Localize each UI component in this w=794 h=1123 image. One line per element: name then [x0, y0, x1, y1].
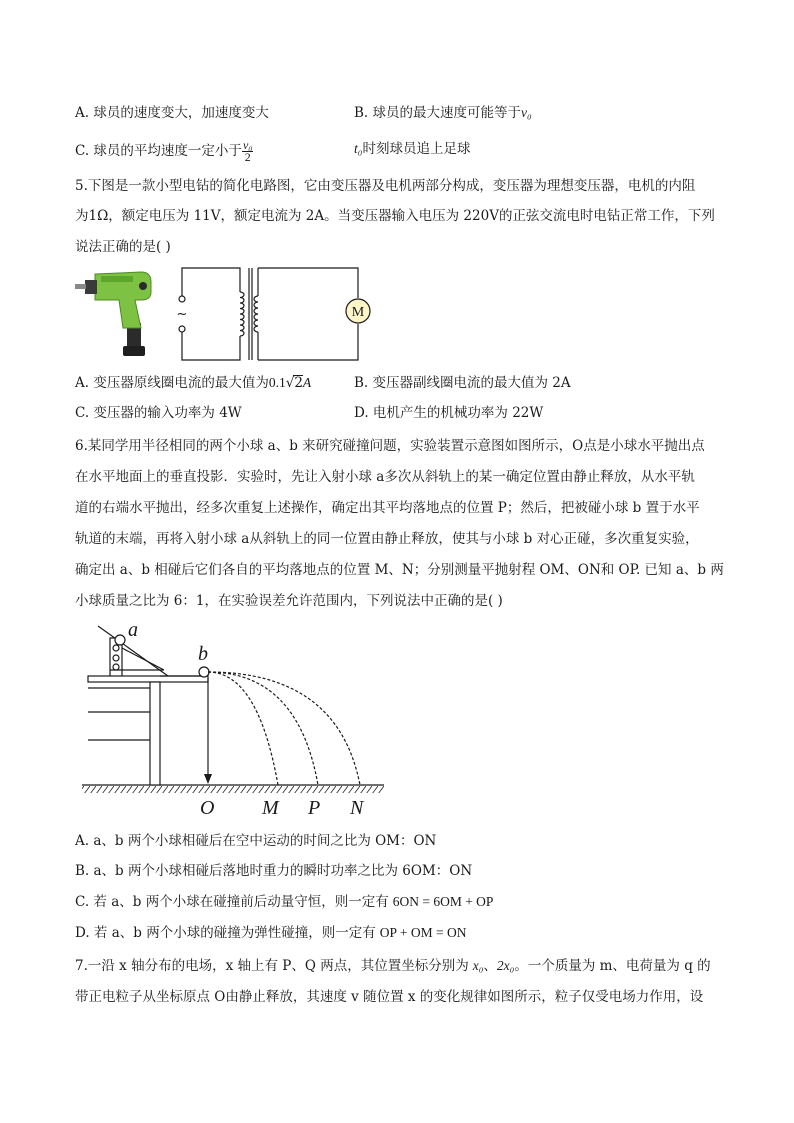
q6-stem-line2: 在水平地面上的垂直投影．实验时，先让入射小球 a多次从斜轨上的某一确定位置由静止释放，从水平轨 — [75, 469, 695, 485]
point-m-label: M — [262, 797, 279, 819]
q4-option-b-text: B. 球员的最大速度可能等于 — [354, 105, 522, 121]
q6-option-b: B. a、b 两个小球相碰后落地时重力的瞬时功率之比为 6OM：ON — [75, 863, 473, 879]
q6-stem-line5: 确定出 a、b 相碰后它们各自的平均落地点的位置 M、N；分别测量平抛射程 OM、ON和 OP. 已知 a、b 两 — [75, 562, 724, 578]
q5-option-a-coef: 0.1 — [268, 375, 286, 390]
fraction-denominator: 2 — [244, 150, 251, 164]
q7-text-a: 7.一沿 x 轴分布的电场，x 轴上有 P、Q 两点，其位置坐标分别为 — [75, 958, 469, 974]
q6-stem-line6: 小球质量之比为 6：1，在实验误差允许范围内，下列说法中正确的是( ) — [75, 593, 503, 609]
q5-option-a-text: A. 变压器原线圈电流的最大值为 — [75, 375, 269, 391]
point-n-label: N — [350, 797, 364, 819]
q6-stem-line3: 道的右端水平抛出，经多次重复上述操作，确定出其平均落地点的位置 P；然后，把被碰小球 b 置于水平 — [75, 500, 700, 516]
q7-text-b: 。一个质量为 m、电荷量为 q 的 — [514, 958, 711, 974]
q6-option-d — [75, 924, 466, 942]
q6-option-d-text: D. 若 a、b 两个小球的碰撞为弹性碰撞，则一定有 — [75, 925, 376, 941]
q6-stem-line1: 6.某同学用半径相同的两个小球 a、b 来研究碰撞问题，实验装置示意图如图所示，O点是小球水平抛出点 — [75, 438, 705, 454]
q5-option-b: B. 变压器副线圈电流的最大值为 2A — [354, 375, 571, 391]
q5-option-a-radicand: 2 — [294, 375, 303, 391]
motor-label: M — [351, 305, 365, 320]
q4-option-c-fraction — [242, 140, 254, 163]
q7-stem-line2: 带正电粒子从坐标原点 O由静止释放，其速度 v 随位置 x 的变化规律如图所示，粒子仅受电场力作用，设 — [75, 989, 704, 1005]
sqrt-symbol: √ — [285, 375, 295, 391]
q4-option-d-text: 时刻球员追上足球 — [362, 141, 471, 157]
q5-option-a-unit: A — [302, 375, 312, 390]
fraction-numerator: v₀ — [242, 138, 253, 152]
q4-option-d-math: t₀ — [354, 141, 363, 156]
q5-option-a — [75, 374, 311, 392]
q4-option-c — [75, 140, 253, 163]
q4-option-c-text: C. 球员的平均速度一定小于 — [75, 143, 242, 159]
q6-option-c — [75, 893, 493, 911]
q7-math-2x0: 2x₀ — [496, 958, 515, 973]
point-p-label: P — [308, 797, 321, 819]
collision-experiment-diagram — [78, 618, 388, 822]
ball-b-label: b — [198, 643, 208, 665]
q5-stem-line1: 5.下图是一款小型电钻的简化电路图，它由变压器及电机两部分构成，变压器为理想变压器，电机的内阻 — [75, 178, 696, 194]
q7-separator: 、 — [483, 958, 497, 974]
q6-option-c-math: 6ON = 6OM + OP — [392, 894, 494, 909]
q6-stem-line4: 轨道的末端，再将入射小球 a从斜轨上的同一位置由静止释放，使其与小球 b 对心正碰，多次重复实验， — [75, 531, 699, 547]
ac-source-symbol: ~ — [176, 307, 188, 322]
drill-image — [73, 268, 155, 358]
q4-option-b-math: v₀ — [521, 105, 532, 120]
q6-option-d-math: OP + OM = ON — [379, 925, 467, 940]
q4-option-d — [354, 140, 470, 158]
q5-option-d: D. 电机产生的机械功率为 22W — [354, 405, 544, 421]
q7-math-x0: x₀ — [472, 958, 484, 973]
ball-a-label: a — [128, 619, 138, 641]
q5-stem-line2: 为1Ω，额定电压为 11V，额定电流为 2A。当变压器输入电压为 220V的正弦交流电时电钻正常工作，下列 — [75, 208, 715, 224]
q5-stem-line3: 说法正确的是( ) — [75, 239, 171, 255]
q5-option-c: C. 变压器的输入功率为 4W — [75, 405, 242, 421]
q7-stem-line1 — [75, 957, 711, 975]
q6-option-a: A. a、b 两个小球相碰后在空中运动的时间之比为 OM：ON — [75, 833, 437, 849]
point-o-label: O — [200, 797, 215, 819]
q6-option-c-text: C. 若 a、b 两个小球在碰撞前后动量守恒，则一定有 — [75, 894, 389, 910]
q4-option-b — [354, 104, 532, 122]
transformer-circuit-diagram — [170, 264, 365, 364]
q4-option-a: A. 球员的速度变大，加速度变大 — [75, 105, 269, 121]
